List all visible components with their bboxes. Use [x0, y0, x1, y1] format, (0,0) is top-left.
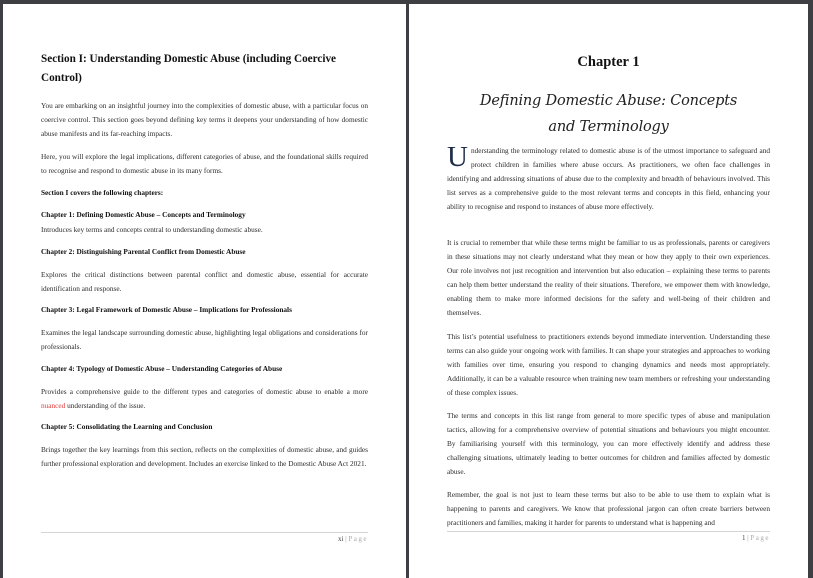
chapter-1-title: Chapter 1: Defining Domestic Abuse – Concepts and Terminology: [41, 210, 246, 219]
chapter-3-title: Chapter 3: Legal Framework of Domestic Abuse – Implications for Professionals: [41, 305, 292, 314]
chapter-1-desc: Introduces key terms and concepts central to understanding domestic abuse.: [41, 225, 263, 234]
paragraph-1: [447, 141, 770, 214]
footer-separator: |: [747, 534, 749, 542]
highlighted-word: nuanced: [41, 401, 66, 410]
chapter-5-desc: Brings together the key learnings from this section, reflects on the complexities of domestic abuse, and guides further professional exploration and development. Includes an exercise linked to the Domestic Abuse Act 2021.: [41, 445, 368, 468]
covers-label: Section I covers the following chapters:: [41, 188, 164, 197]
chapter-4-desc: [41, 385, 368, 413]
chapter-4-desc-start: Provides a comprehensive guide to the different types and categories of domestic abuse to enable a more: [41, 387, 368, 396]
page-label: Page: [348, 535, 368, 543]
footer-separator: |: [345, 535, 347, 543]
left-page: [3, 4, 406, 578]
page-footer: [742, 534, 770, 542]
page-number: 1: [741, 534, 746, 542]
section-title: Section I: Understanding Domestic Abuse (including Coercive Control): [41, 53, 337, 84]
chapter-4-title: Chapter 4: Typology of Domestic Abuse – Understanding Categories of Abuse: [41, 364, 283, 373]
footer-divider: [41, 532, 368, 533]
chapter-3-desc: Examines the legal landscape surrounding domestic abuse, highlighting legal obligations and considerations for professionals.: [41, 328, 368, 351]
paragraph-1-text: nderstanding the terminology related to domestic abuse is of the utmost importance to safeguard and protect children in families where abuse occurs. As practitioners, we often face challenges in identifying and addressing situations of abuse due to the complexity and breadth of behaviours involved. This list serves as a comprehensive guide to the most relevant terms and concepts in this field, enhancing your ability to recognise and respond to instances of abuse more effectively.: [447, 146, 770, 211]
drop-cap: U: [447, 141, 468, 173]
chapter-subtitle: Defining Domestic Abuse: Concepts and Terminology: [479, 93, 738, 135]
page-label: Page: [750, 534, 770, 542]
paragraph-3: This list’s potential usefulness to practitioners extends beyond immediate intervention. Understanding these terms can also guide your ongoing work with families. It can shape your strategies and approaches to working with families over time, ensuring you respond to changing dynamics and needs most appropriately. Additionally, it can be a valuable resource when training new team members or refreshing your understanding of these complex issues.: [447, 332, 770, 397]
intro-paragraph-1: You are embarking on an insightful journey into the complexities of domestic abuse, with a particular focus on coercive control. This section goes beyond defining key terms it deepens your understanding of how domestic abuse manifests and its far-reaching impacts.: [41, 101, 368, 138]
chapter-number: Chapter 1: [577, 54, 640, 70]
chapter-5-title: Chapter 5: Consolidating the Learning and Conclusion: [41, 422, 213, 431]
paragraph-5: Remember, the goal is not just to learn these terms but also to be able to use them to explain what is happening to parents and caregivers. We know that professional jargon can often create barriers between practitioners and families, making it harder for parents to understand what is happening and: [447, 490, 770, 527]
footer-divider: [447, 531, 770, 532]
intro-paragraph-2: Here, you will explore the legal implications, different categories of abuse, and the foundational skills required to recognise and respond to domestic abuse in its many forms.: [41, 152, 368, 175]
paragraph-2: It is crucial to remember that while these terms might be familiar to us as professionals, parents or caregivers in these situations may not clearly understand what they mean or how they apply to their own experiences. Our role involves not just recognition and intervention but also education – explaining these terms to parents can help them better understand the reality of their situations. Therefore, we empower them with knowledge, enabling them to make more informed decisions for the safety and well-being of their children and themselves.: [447, 238, 770, 317]
paragraph-4: The terms and concepts in this list range from general to more specific types of abuse and manipulation tactics, allowing for a comprehensive overview of potential situations and behaviours you might encounter. By familiarising yourself with this terminology, you can more effectively identify and address these challenging situations, ultimately leading to better outcomes for children and families affected by domestic abuse.: [447, 411, 770, 476]
chapter-2-title: Chapter 2: Distinguishing Parental Conflict from Domestic Abuse: [41, 247, 246, 256]
right-page: [409, 4, 808, 578]
chapter-2-desc: Explores the critical distinctions between parental conflict and domestic abuse, essential for accurate identification and response.: [41, 270, 368, 293]
page-number: xi: [338, 535, 344, 543]
page-footer: [338, 535, 368, 543]
chapter-4-desc-end: understanding of the issue.: [65, 401, 146, 410]
